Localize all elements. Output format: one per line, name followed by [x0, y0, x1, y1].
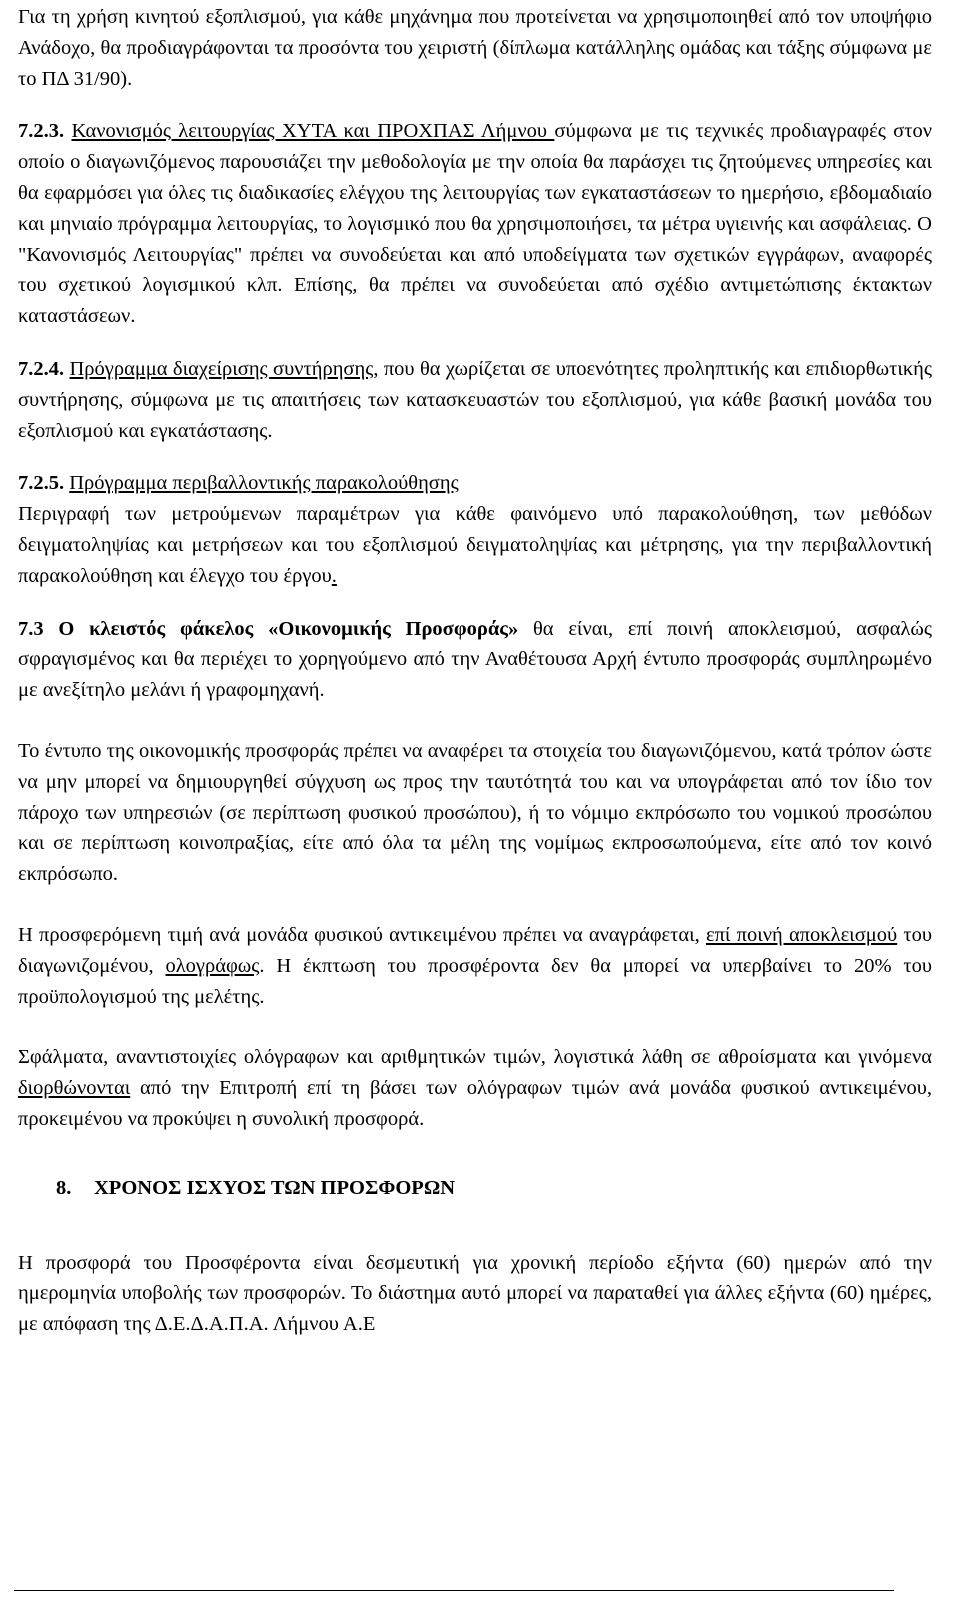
section-number: 7.2.5. — [18, 472, 65, 495]
section-title: Πρόγραμμα περιβαλλοντικής παρακολούθησης — [69, 472, 459, 495]
section-7-2-5-heading — [18, 468, 932, 499]
section-number: 7.2.3. — [18, 120, 65, 143]
text-part: του διαγωνιζομένου, — [18, 923, 932, 977]
paragraph-offer-form: Το έντυπο της οικονομικής προσφοράς πρέπει να αναφέρει τα στοιχεία του διαγωνιζόμενου, κατά τρόπον ώστε να μην μπορεί να δημιουργηθεί σύγχυση ως προς την ταυτότητά του και να υπογράφεται από τον ίδιο τον πάροχο των υπηρεσιών (σε περίπτωση φυσικού προσώπου), ή το νόμιμο εκπρόσωπο του νομικού προσώπου και σε περίπτωση κοινοπραξίας, είτε από όλα τα μέλη της νομίμως εκπροσωπούμενα, είτε από τον κοινό εκπρόσωπο. — [18, 739, 932, 886]
section-title: Κανονισμός λειτουργίας ΧΥΤΑ και ΠΡΟΧΠΑΣ Λήμνου — [71, 120, 555, 143]
paragraph-equipment-operator: Για τη χρήση κινητού εξοπλισμού, για κάθε μηχάνημα που προτείνεται να χρησιμοποιηθεί από τον υποψήφιο Ανάδοχο, θα προδιαγράφονται τα προσόντα του χειριστή (δίπλωμα κατάλληλης ομάδας και τάξης σύμφωνα με το ΠΔ 31/90). — [18, 6, 932, 90]
section-body: σύμφωνα με τις τεχνικές προδιαγραφές στον οποίο ο διαγωνιζόμενος παρουσιάζει την μεθοδολογία με την οποία θα παράσχει τις ζητούμενες υπηρεσίες και θα εφαρμόσει για όλες τις διαδικασίες ελέγχου της λειτουργίας των εγκαταστάσεων το ημερήσιο, εβδομαδιαίο και μηνιαίο πρόγραμμα λειτουργίας, το λογισμικό που θα χρησιμοποιήσει, τα μέτρα υγιεινής και ασφάλειας. Ο "Κανονισμός Λειτουργίας" πρέπει να συνοδεύεται και από υποδείγματα των σχετικών εγγράφων, αναφορές του σχετικού λογισμικού κλπ. Επίσης, θα πρέπει να συνοδεύεται από σχέδιο αντιμετώπισης έκτακτων καταστάσεων. — [18, 120, 932, 328]
underlined-text: ολογράφως — [165, 954, 260, 977]
text-part: από την Επιτροπή επί τη βάσει των ολόγραφων τιμών ανά μονάδα φυσικού αντικειμένου, προκειμένου να προκύψει η συνολική προσφορά. — [18, 1077, 932, 1130]
section-7-2-4 — [18, 354, 932, 446]
paragraph-errors — [18, 1042, 932, 1134]
paragraph-offer-validity: Η προσφορά του Προσφέροντα είναι δεσμευτική για χρονική περίοδο εξήντα (60) ημερών από την ημερομηνία υποβολής των προσφορών. Το διάστημα αυτό μπορεί να παραταθεί για άλλες εξήντα (60) ημέρες, με απόφαση της Δ.Ε.Δ.Α.Π.Α. Λήμνου Α.Ε — [18, 1251, 932, 1336]
section-body: Περιγραφή των μετρούμενων παραμέτρων για κάθε φαινόμενο υπό παρακολούθηση, των μεθόδων δειγματοληψίας και μετρήσεων και του εξοπλισμού δειγματοληψίας και μέτρησης, για την περιβαλλοντική παρακολούθηση και έλεγχο του έργου — [18, 503, 932, 587]
section-body: , που θα χωρίζεται σε υποενότητες προληπτικής και επιδιορθωτικής συντήρησης, σύμφωνα με τις απαιτήσεις των κατασκευαστών του εξοπλισμού, για κάθε βασική μονάδα του εξοπλισμού και εγκατάστασης. — [18, 357, 933, 442]
section-title: Πρόγραμμα διαχείρισης συντήρησης — [69, 357, 374, 380]
text-part: Η προσφερόμενη τιμή ανά μονάδα φυσικού αντικειμένου πρέπει να αναγράφεται, — [18, 923, 706, 946]
section-8-heading — [56, 1173, 932, 1204]
section-title: 7.3 Ο κλειστός φάκελος «Οικονομικής Προσφοράς» — [18, 617, 519, 640]
section-end-mark: . — [331, 564, 337, 587]
underlined-text: διορθώνονται — [18, 1077, 131, 1100]
section-7-3 — [18, 614, 932, 706]
underlined-text: επί ποινή αποκλεισμού — [705, 923, 898, 946]
document-page — [18, 2, 932, 1340]
text-part: Σφάλματα, αναντιστοιχίες ολόγραφων και αριθμητικών τιμών, λογιστικά λάθη σε αθροίσματα και γινόμενα — [18, 1046, 932, 1069]
section-7-2-5-body — [18, 499, 932, 591]
section-number: 8. — [56, 1176, 72, 1199]
section-number: 7.2.4. — [18, 357, 65, 380]
footer-divider — [14, 1590, 894, 1591]
text-part: . Η έκπτωση του προσφέροντα δεν θα μπορεί να υπερβαίνει το 20% του προϋπολογισμού της μελέτης. — [18, 954, 933, 1008]
section-7-2-3 — [18, 116, 932, 332]
section-title: ΧΡΟΝΟΣ ΙΣΧΥΟΣ ΤΩΝ ΠΡΟΣΦΟΡΩΝ — [94, 1176, 456, 1199]
section-body: θα είναι, επί ποινή αποκλεισμού, ασφαλώς σφραγισμένος και θα περιέχει το χορηγούμενο από την Αναθέτουσα Αρχή έντυπο προσφοράς συμπληρωμένο με ανεξίτηλο μελάνι ή γραφομηχανή. — [18, 617, 933, 702]
paragraph-unit-price — [18, 920, 932, 1012]
